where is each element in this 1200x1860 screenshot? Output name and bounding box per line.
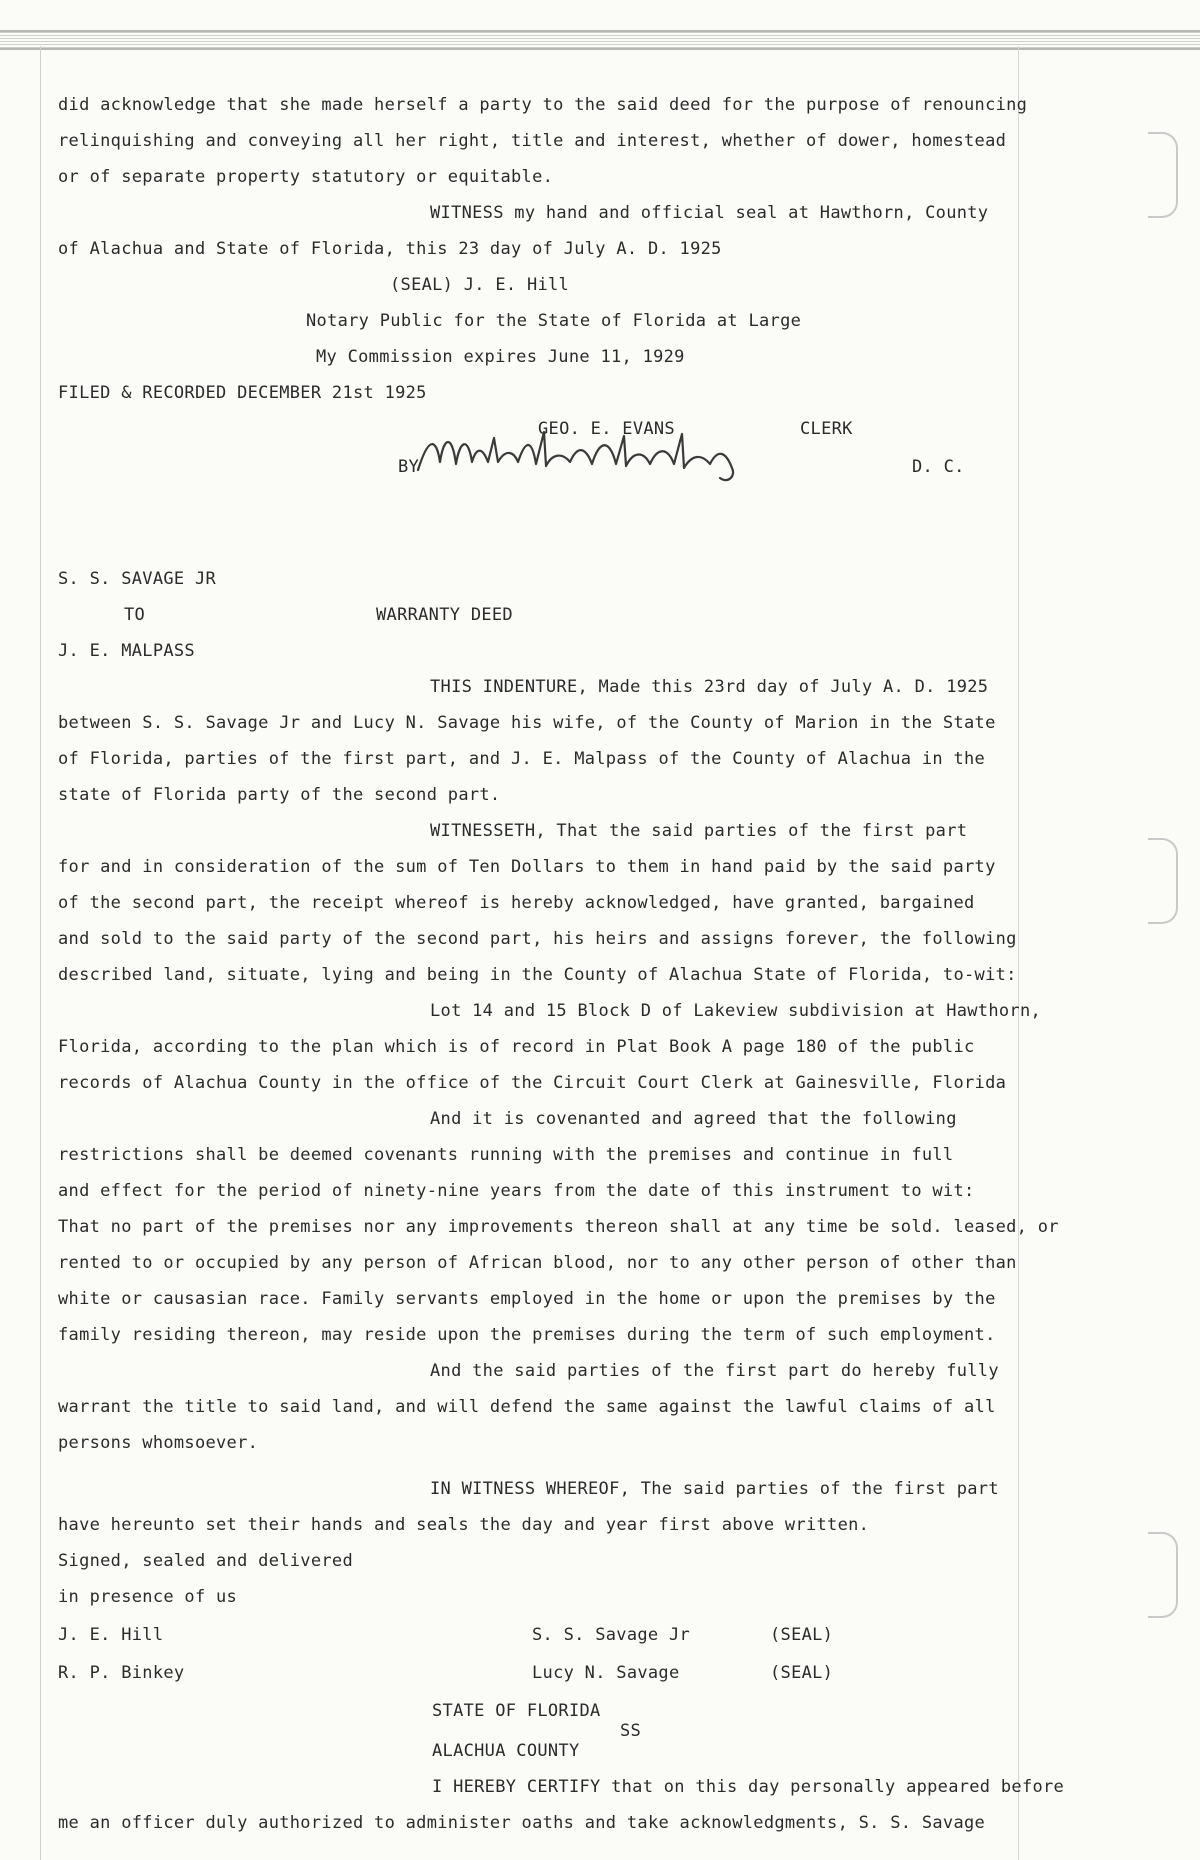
text-line: And the said parties of the first part do hereby fully [430, 1361, 999, 1381]
text-line: between S. S. Savage Jr and Lucy N. Savage his wife, of the County of Marion in the State [58, 713, 996, 733]
punch-hole-icon [1148, 1532, 1178, 1618]
text-line: state of Florida party of the second part. [58, 785, 501, 805]
text-line: persons whomsoever. [58, 1433, 259, 1453]
text-line: have hereunto set their hands and seals the day and year first above written. [58, 1515, 870, 1535]
punch-hole-icon [1148, 132, 1178, 218]
text-line: And it is covenanted and agreed that the following [430, 1109, 957, 1129]
grantor-signature: S. S. Savage Jr [532, 1625, 691, 1645]
text-line: Lot 14 and 15 Block D of Lakeview subdivision at Hawthorn, [430, 1001, 1042, 1021]
grantor-signature: Lucy N. Savage [532, 1663, 680, 1683]
text-line: for and in consideration of the sum of Ten Dollars to them in hand paid by the said party [58, 857, 996, 877]
deputy-clerk-label: D. C. [912, 457, 965, 477]
text-line: warrant the title to said land, and will defend the same against the lawful claims of all [58, 1397, 996, 1417]
text-line: Florida, according to the plan which is of record in Plat Book A page 180 of the public [58, 1037, 975, 1057]
text-line: Notary Public for the State of Florida at Large [306, 311, 802, 331]
right-margin-line [1018, 46, 1019, 1860]
left-margin-line [40, 46, 41, 1860]
by-label: BY [398, 457, 420, 477]
text-line: THIS INDENTURE, Made this 23rd day of July A. D. 1925 [430, 677, 989, 697]
text-line: relinquishing and conveying all her right, title and interest, whether of dower, homestead [58, 131, 1007, 151]
text-line: in presence of us [58, 1587, 238, 1607]
state-label: STATE OF FLORIDA [432, 1701, 601, 1721]
county-label: ALACHUA COUNTY [432, 1741, 580, 1761]
text-line: restrictions shall be deemed covenants running with the premises and continue in full [58, 1145, 954, 1165]
deed-title: WARRANTY DEED [376, 605, 513, 625]
text-line: described land, situate, lying and being in the County of Alachua State of Florida, to-wit: [58, 965, 1017, 985]
top-rule [0, 30, 1200, 50]
ss-label: SS [620, 1721, 642, 1741]
seal-label: (SEAL) [770, 1625, 834, 1645]
text-line: of Florida, parties of the first part, and J. E. Malpass of the County of Alachua in the [58, 749, 986, 769]
filed-recorded-line: FILED & RECORDED DECEMBER 21st 1925 [58, 383, 427, 403]
witness-signature: J. E. Hill [58, 1625, 164, 1645]
text-line: records of Alachua County in the office of the Circuit Court Clerk at Gainesville, Florida [58, 1073, 1007, 1093]
to-label: TO [124, 605, 146, 625]
text-line: and effect for the period of ninety-nine years from the date of this instrument to wit: [58, 1181, 975, 1201]
text-line: of the second part, the receipt whereof is hereby acknowledged, have granted, bargained [58, 893, 975, 913]
witness-signature: R. P. Binkey [58, 1663, 185, 1683]
text-line: IN WITNESS WHEREOF, The said parties of the first part [430, 1479, 999, 1499]
text-line: rented to or occupied by any person of African blood, nor to any other person of other than [58, 1253, 1017, 1273]
clerk-name: GEO. E. EVANS [538, 419, 675, 439]
notary-seal-line: (SEAL) J. E. Hill [390, 275, 570, 295]
text-line: That no part of the premises nor any improvements thereon shall at any time be sold. leased, or [58, 1217, 1059, 1237]
text-line: WITNESS my hand and official seal at Hawthorn, County [430, 203, 989, 223]
text-line: My Commission expires June 11, 1929 [316, 347, 685, 367]
text-line: and sold to the said party of the second part, his heirs and assigns forever, the following [58, 929, 1017, 949]
handwritten-signature [410, 418, 750, 488]
grantee-name: J. E. MALPASS [58, 641, 195, 661]
text-line: did acknowledge that she made herself a party to the said deed for the purpose of renouncing [58, 95, 1028, 115]
text-line: or of separate property statutory or equitable. [58, 167, 554, 187]
text-line: of Alachua and State of Florida, this 23 day of July A. D. 1925 [58, 239, 722, 259]
grantor-name: S. S. SAVAGE JR [58, 569, 217, 589]
text-line: I HEREBY CERTIFY that on this day personally appeared before [432, 1777, 1065, 1797]
clerk-title: CLERK [800, 419, 853, 439]
seal-label: (SEAL) [770, 1663, 834, 1683]
punch-hole-icon [1148, 838, 1178, 924]
text-line: me an officer duly authorized to administer oaths and take acknowledgments, S. S. Savage [58, 1813, 986, 1833]
text-line: family residing thereon, may reside upon the premises during the term of such employment. [58, 1325, 996, 1345]
text-line: white or causasian race. Family servants employed in the home or upon the premises by the [58, 1289, 996, 1309]
text-line: Signed, sealed and delivered [58, 1551, 353, 1571]
text-line: WITNESSETH, That the said parties of the first part [430, 821, 968, 841]
